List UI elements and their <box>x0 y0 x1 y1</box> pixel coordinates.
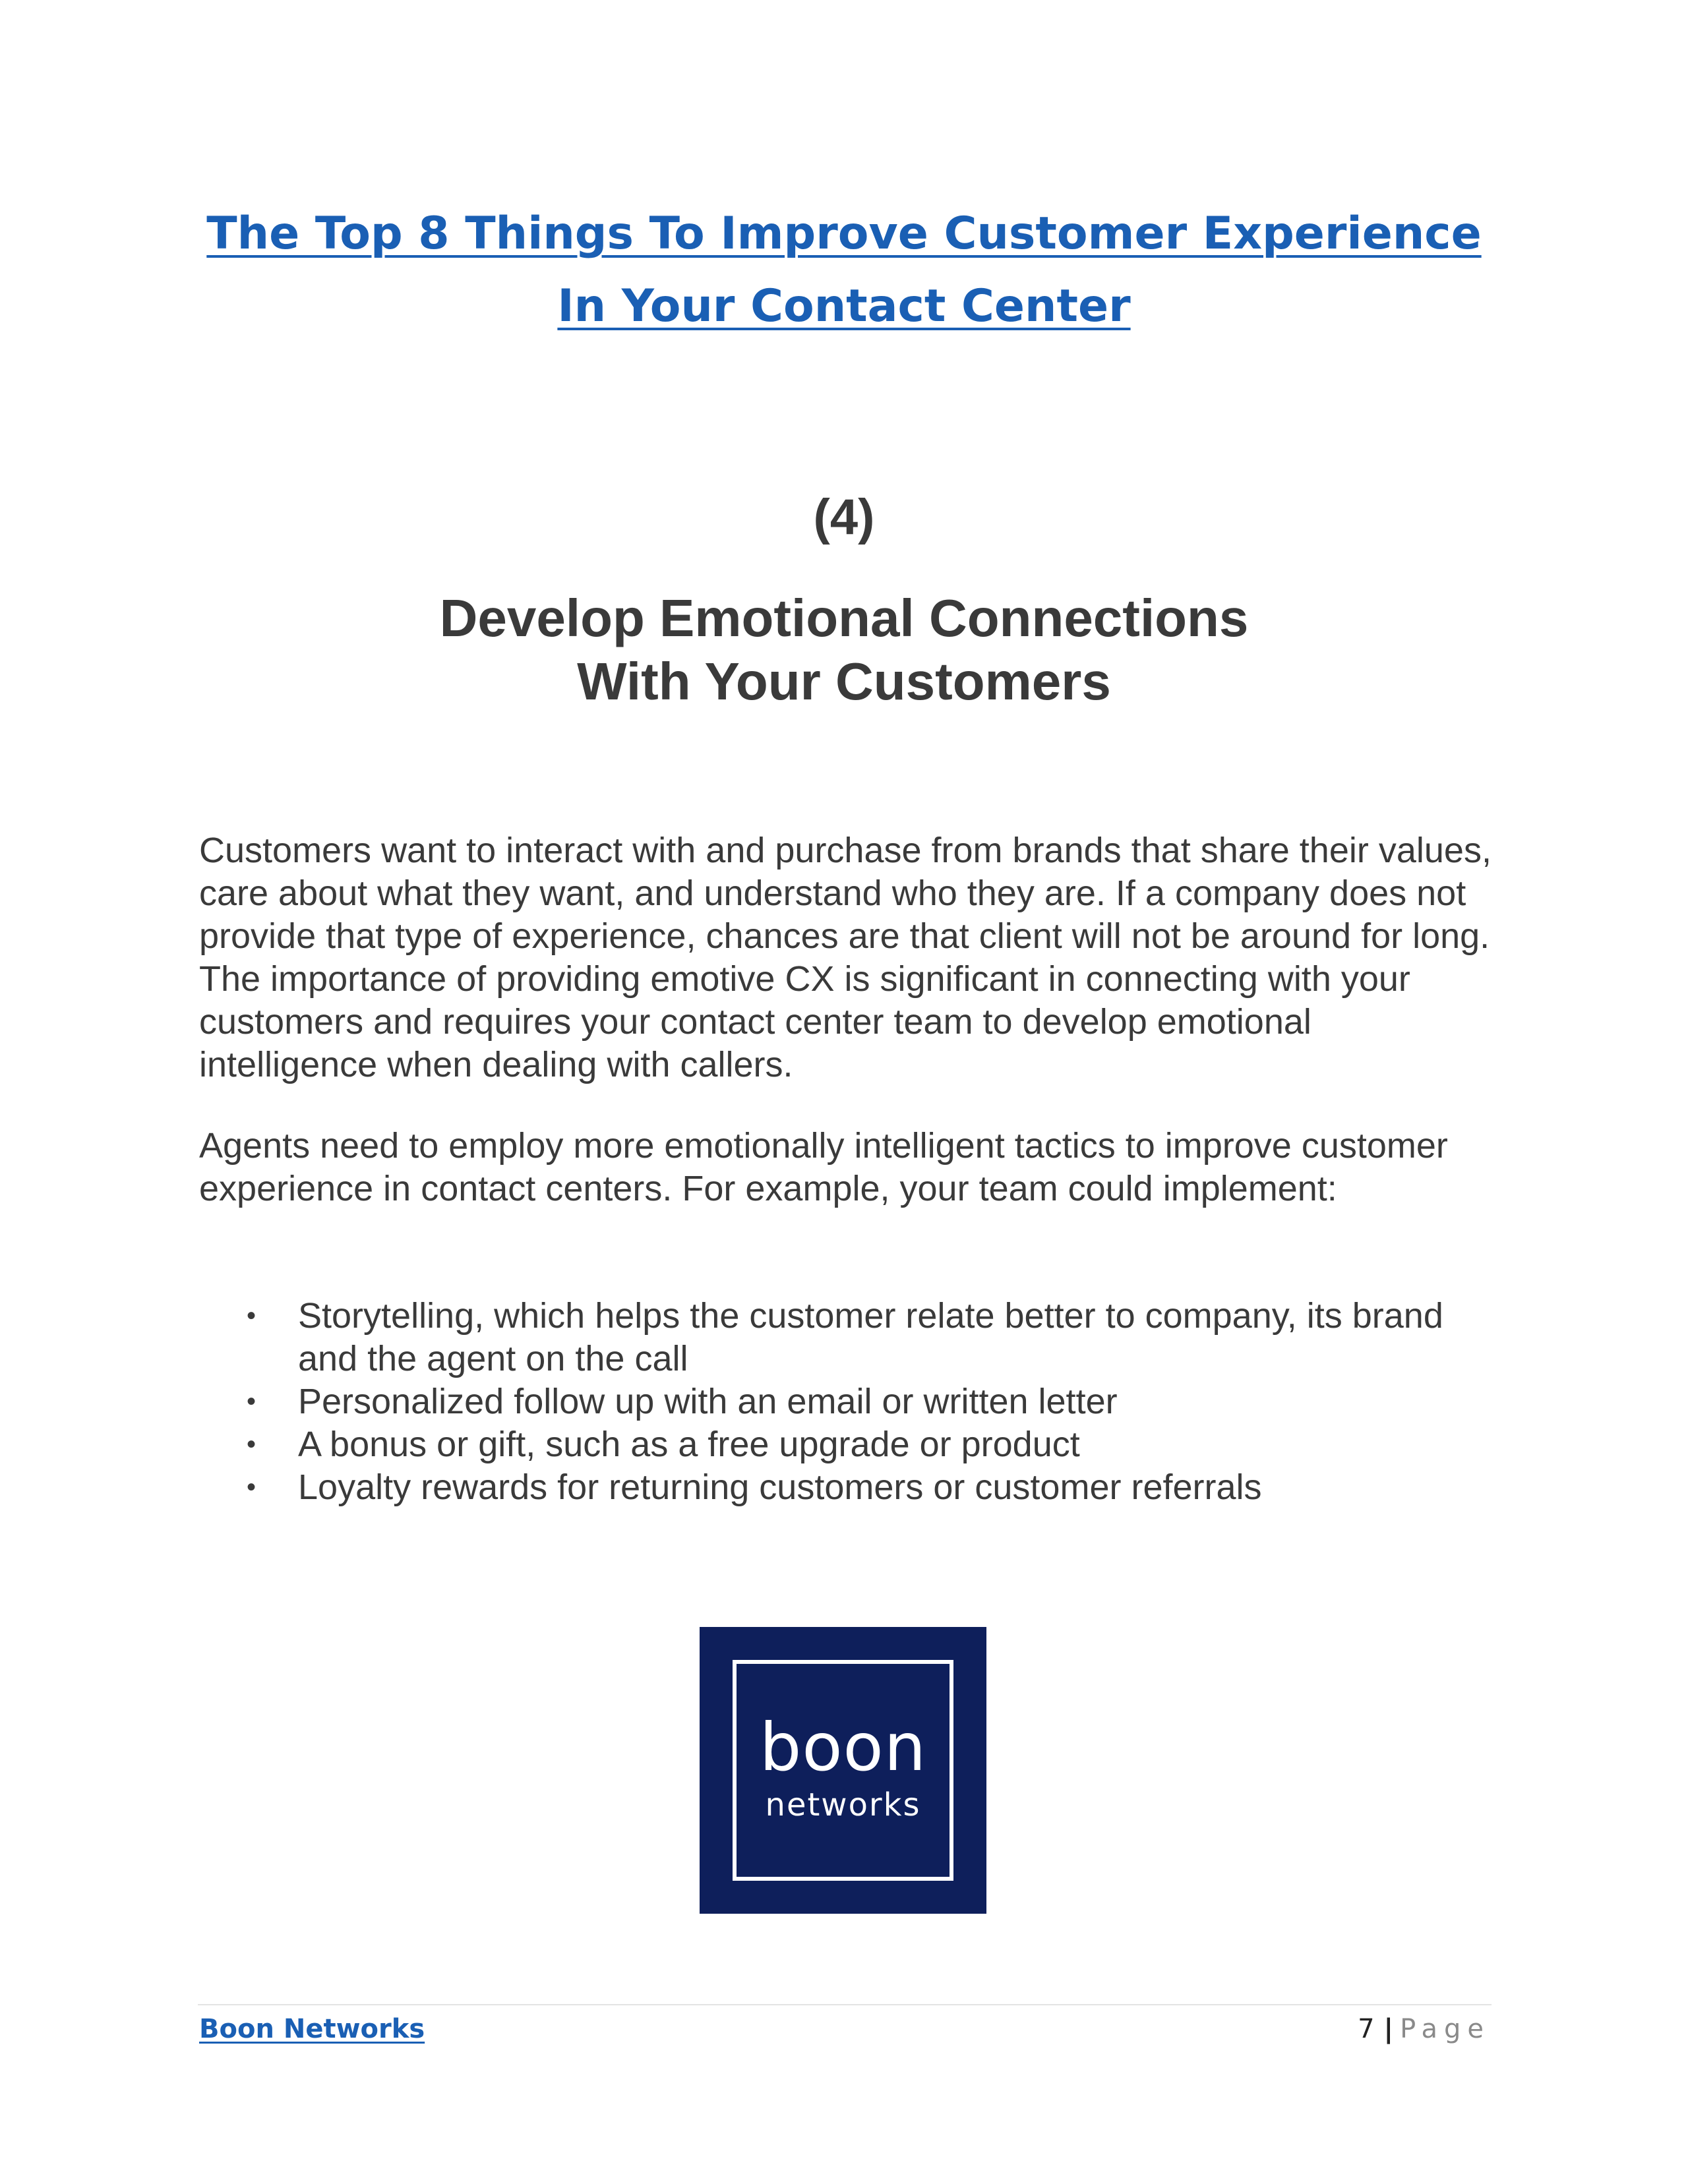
list-item-text: Storytelling, which helps the customer relate better to company, its brand and the agent on the call <box>298 1296 1443 1378</box>
page-number: 7 <box>1358 2014 1375 2044</box>
footer-divider <box>198 2004 1492 2005</box>
logo-word-networks: networks <box>765 1786 921 1823</box>
list-item <box>199 1466 1492 1509</box>
bullet-icon: • <box>247 1387 256 1416</box>
logo-word-boon: boon <box>759 1709 927 1786</box>
document-title <box>198 198 1490 343</box>
body-paragraph-2: Agents need to employ more emotionally intelligent tactics to improve customer experience in contact centers. For example, your team could implement: <box>199 1126 1448 1208</box>
bullet-icon: • <box>247 1473 256 1502</box>
list-item-text: Personalized follow up with an email or written letter <box>298 1382 1118 1421</box>
list-item-text: A bonus or gift, such as a free upgrade or product <box>298 1425 1080 1464</box>
section-title-line-2: With Your Customers <box>577 652 1111 711</box>
list-item-text: Loyalty rewards for returning customers or customer referrals <box>298 1467 1262 1507</box>
section-title-line-1: Develop Emotional Connections <box>439 589 1249 647</box>
list-item <box>199 1295 1492 1380</box>
document-title-line-1: The Top 8 Things To Improve Customer Experience <box>206 208 1482 260</box>
bullet-icon: • <box>247 1430 256 1459</box>
document-title-line-2: In Your Contact Center <box>557 280 1131 332</box>
footer-page-indicator <box>1358 2009 1490 2049</box>
footer-company-name: Boon Networks <box>199 2014 425 2044</box>
page-label: Page <box>1400 2014 1490 2044</box>
body-paragraph-1: Customers want to interact with and purchase from brands that share their values, care about what they want, and understand who they are. If a company does not provide that type of experience, chances are that client will not be around for long. The importance of providing emotive CX is significant in connecting with your customers and requires your contact center team to develop emotional intelligence when dealing with callers. <box>199 831 1492 1084</box>
page-separator: | <box>1383 2014 1394 2044</box>
section-title <box>198 587 1490 713</box>
boon-networks-logo <box>700 1627 986 1914</box>
bullet-icon: • <box>247 1301 256 1330</box>
tactics-list <box>199 1295 1492 1509</box>
section-number: (4) <box>813 489 875 545</box>
list-item <box>199 1423 1492 1466</box>
list-item <box>199 1380 1492 1423</box>
